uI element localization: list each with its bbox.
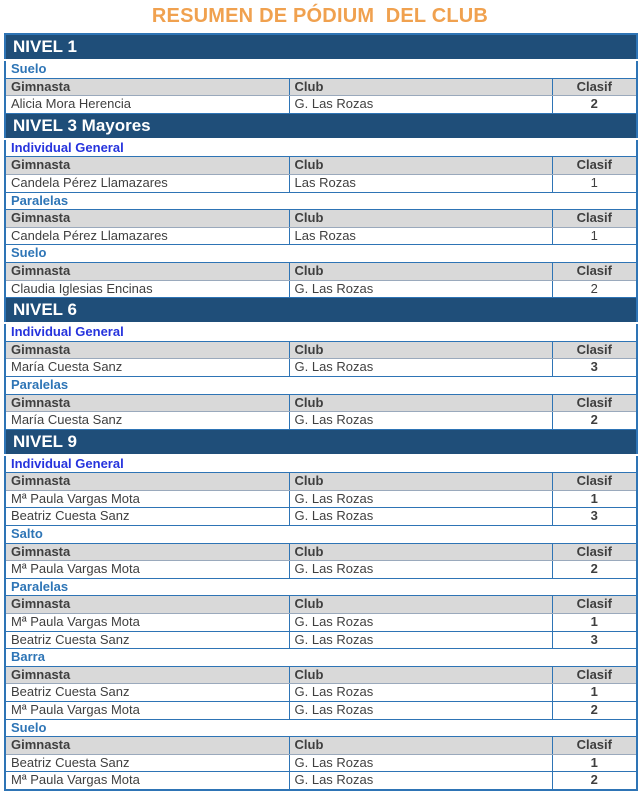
- table-row: [5, 702, 637, 720]
- gimnasta-cell: Beatriz Cuesta Sanz: [5, 508, 289, 526]
- table-row: [5, 684, 637, 702]
- event-label: Paralelas: [5, 376, 637, 394]
- col-clasif: Clasif: [552, 473, 637, 491]
- club-cell: G. Las Rozas: [289, 614, 552, 632]
- col-club: Club: [289, 543, 552, 561]
- col-club: Club: [289, 341, 552, 359]
- event-row: [5, 139, 637, 157]
- event-row: [5, 526, 637, 544]
- event-row: [5, 376, 637, 394]
- clasif-cell: 2: [552, 772, 637, 790]
- table-row: [5, 631, 637, 649]
- col-gimnasta: Gimnasta: [5, 157, 289, 175]
- column-header-row: [5, 543, 637, 561]
- column-header-row: [5, 666, 637, 684]
- clasif-cell: 1: [552, 174, 637, 192]
- event-row: [5, 455, 637, 473]
- level-header: NIVEL 3 Mayores: [5, 113, 637, 139]
- col-clasif: Clasif: [552, 394, 637, 412]
- event-label: Individual General: [5, 323, 637, 341]
- table-row: [5, 96, 637, 114]
- table-row: [5, 280, 637, 298]
- col-clasif: Clasif: [552, 737, 637, 755]
- podium-table: [4, 33, 638, 791]
- gimnasta-cell: Beatriz Cuesta Sanz: [5, 754, 289, 772]
- level-header: NIVEL 6: [5, 298, 637, 324]
- col-clasif: Clasif: [552, 210, 637, 228]
- level-header: NIVEL 1: [5, 34, 637, 60]
- club-cell: G. Las Rozas: [289, 96, 552, 114]
- table-row: [5, 227, 637, 245]
- table-row: [5, 490, 637, 508]
- table-row: [5, 614, 637, 632]
- event-label: Suelo: [5, 719, 637, 737]
- level-band-row: [5, 34, 637, 60]
- col-gimnasta: Gimnasta: [5, 473, 289, 491]
- event-label: Paralelas: [5, 578, 637, 596]
- gimnasta-cell: Beatriz Cuesta Sanz: [5, 631, 289, 649]
- table-row: [5, 359, 637, 377]
- table-row: [5, 412, 637, 430]
- col-club: Club: [289, 210, 552, 228]
- col-gimnasta: Gimnasta: [5, 262, 289, 280]
- clasif-cell: 3: [552, 631, 637, 649]
- clasif-cell: 2: [552, 96, 637, 114]
- clasif-cell: 2: [552, 561, 637, 579]
- club-cell: G. Las Rozas: [289, 508, 552, 526]
- event-row: [5, 60, 637, 78]
- level-band-row: [5, 113, 637, 139]
- table-row: [5, 772, 637, 790]
- page-title: RESUMEN DE PÓDIUM DEL CLUB: [151, 5, 489, 27]
- col-gimnasta: Gimnasta: [5, 596, 289, 614]
- table-row: [5, 508, 637, 526]
- col-gimnasta: Gimnasta: [5, 341, 289, 359]
- clasif-cell: 1: [552, 754, 637, 772]
- club-cell: G. Las Rozas: [289, 280, 552, 298]
- event-row: [5, 245, 637, 263]
- gimnasta-cell: Candela Pérez Llamazares: [5, 174, 289, 192]
- gimnasta-cell: Alicia Mora Herencia: [5, 96, 289, 114]
- gimnasta-cell: Mª Paula Vargas Mota: [5, 614, 289, 632]
- event-row: [5, 649, 637, 667]
- gimnasta-cell: Candela Pérez Llamazares: [5, 227, 289, 245]
- level-header: NIVEL 9: [5, 429, 637, 455]
- col-club: Club: [289, 473, 552, 491]
- col-club: Club: [289, 78, 552, 96]
- col-gimnasta: Gimnasta: [5, 394, 289, 412]
- club-cell: G. Las Rozas: [289, 702, 552, 720]
- gimnasta-cell: María Cuesta Sanz: [5, 412, 289, 430]
- event-label: Individual General: [5, 455, 637, 473]
- club-cell: G. Las Rozas: [289, 772, 552, 790]
- col-clasif: Clasif: [552, 341, 637, 359]
- col-gimnasta: Gimnasta: [5, 737, 289, 755]
- col-clasif: Clasif: [552, 543, 637, 561]
- clasif-cell: 1: [552, 684, 637, 702]
- event-label: Barra: [5, 649, 637, 667]
- clasif-cell: 2: [552, 412, 637, 430]
- event-label: Individual General: [5, 139, 637, 157]
- table-row: [5, 174, 637, 192]
- col-club: Club: [289, 262, 552, 280]
- column-header-row: [5, 341, 637, 359]
- clasif-cell: 1: [552, 614, 637, 632]
- clasif-cell: 2: [552, 280, 637, 298]
- clasif-cell: 3: [552, 359, 637, 377]
- column-header-row: [5, 78, 637, 96]
- col-club: Club: [289, 737, 552, 755]
- table-row: [5, 754, 637, 772]
- col-clasif: Clasif: [552, 262, 637, 280]
- column-header-row: [5, 596, 637, 614]
- event-label: Salto: [5, 526, 637, 544]
- col-gimnasta: Gimnasta: [5, 543, 289, 561]
- column-header-row: [5, 394, 637, 412]
- column-header-row: [5, 473, 637, 491]
- clasif-cell: 3: [552, 508, 637, 526]
- col-gimnasta: Gimnasta: [5, 210, 289, 228]
- gimnasta-cell: Mª Paula Vargas Mota: [5, 772, 289, 790]
- col-clasif: Clasif: [552, 596, 637, 614]
- event-row: [5, 323, 637, 341]
- event-label: Suelo: [5, 245, 637, 263]
- event-row: [5, 192, 637, 210]
- gimnasta-cell: María Cuesta Sanz: [5, 359, 289, 377]
- club-cell: G. Las Rozas: [289, 684, 552, 702]
- col-club: Club: [289, 394, 552, 412]
- club-cell: G. Las Rozas: [289, 412, 552, 430]
- gimnasta-cell: Beatriz Cuesta Sanz: [5, 684, 289, 702]
- col-club: Club: [289, 157, 552, 175]
- column-header-row: [5, 737, 637, 755]
- col-clasif: Clasif: [552, 78, 637, 96]
- gimnasta-cell: Claudia Iglesias Encinas: [5, 280, 289, 298]
- club-cell: G. Las Rozas: [289, 561, 552, 579]
- gimnasta-cell: Mª Paula Vargas Mota: [5, 561, 289, 579]
- column-header-row: [5, 262, 637, 280]
- level-band-row: [5, 298, 637, 324]
- clasif-cell: 2: [552, 702, 637, 720]
- event-row: [5, 719, 637, 737]
- event-label: Suelo: [5, 60, 637, 78]
- col-clasif: Clasif: [552, 666, 637, 684]
- club-cell: G. Las Rozas: [289, 754, 552, 772]
- clasif-cell: 1: [552, 227, 637, 245]
- column-header-row: [5, 157, 637, 175]
- club-cell: G. Las Rozas: [289, 359, 552, 377]
- col-gimnasta: Gimnasta: [5, 666, 289, 684]
- table-row: [5, 561, 637, 579]
- col-gimnasta: Gimnasta: [5, 78, 289, 96]
- club-cell: G. Las Rozas: [289, 631, 552, 649]
- gimnasta-cell: Mª Paula Vargas Mota: [5, 490, 289, 508]
- level-band-row: [5, 429, 637, 455]
- club-cell: G. Las Rozas: [289, 490, 552, 508]
- club-cell: Las Rozas: [289, 174, 552, 192]
- event-label: Paralelas: [5, 192, 637, 210]
- club-cell: Las Rozas: [289, 227, 552, 245]
- col-club: Club: [289, 596, 552, 614]
- column-header-row: [5, 210, 637, 228]
- gimnasta-cell: Mª Paula Vargas Mota: [5, 702, 289, 720]
- clasif-cell: 1: [552, 490, 637, 508]
- col-club: Club: [289, 666, 552, 684]
- event-row: [5, 578, 637, 596]
- col-clasif: Clasif: [552, 157, 637, 175]
